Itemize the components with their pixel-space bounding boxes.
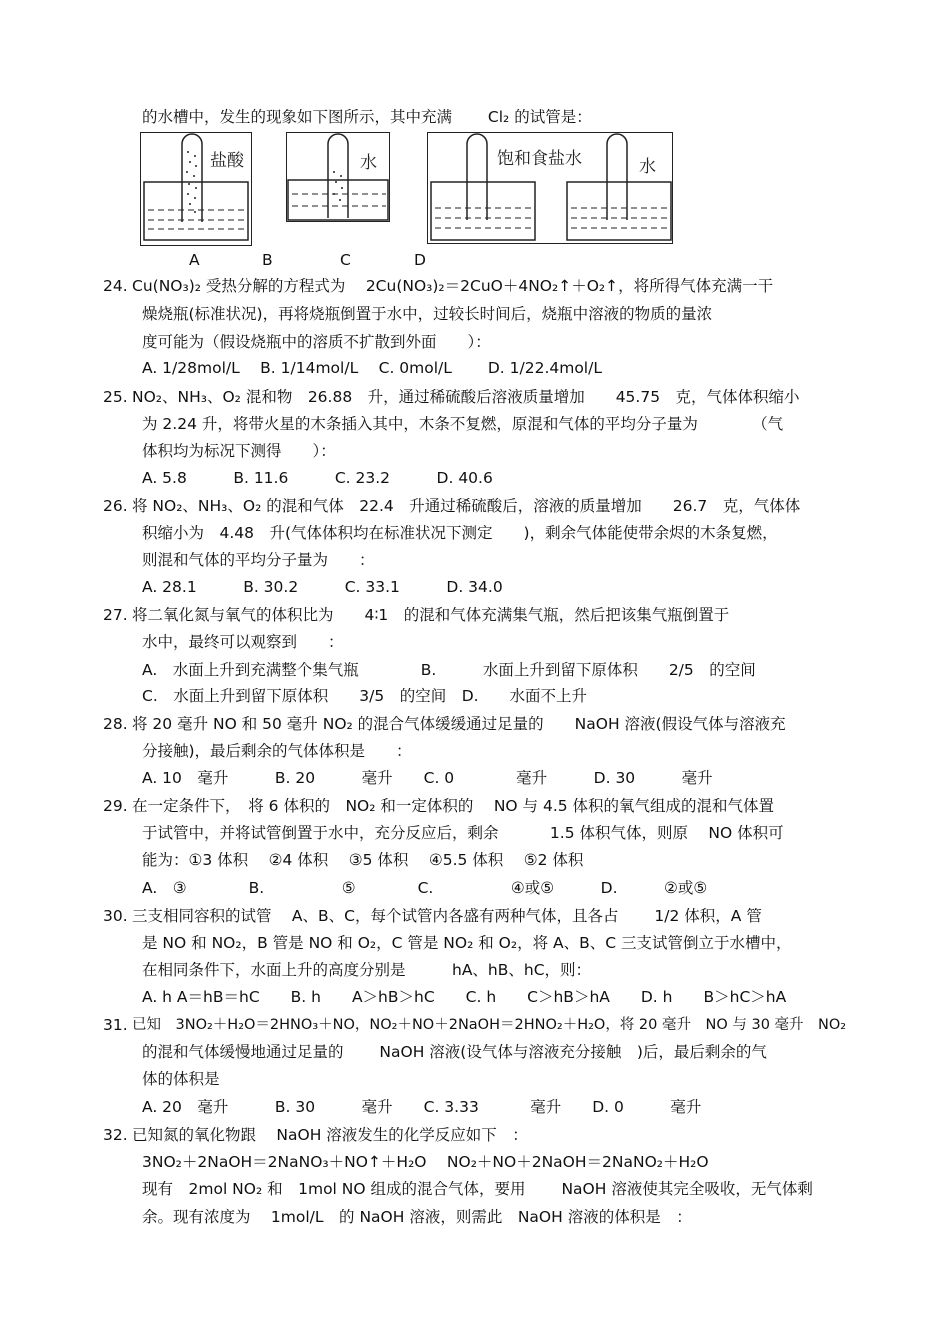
question-line: 体的体积是: [142, 1070, 220, 1088]
question-line: 为 2.24 升，将带火星的木条插入其中，木条不复燃，原混和气体的平均分子量为 （气: [142, 415, 784, 433]
question-line: A. ③ B. ⑤ C. ④或⑤ D. ②或⑤: [142, 879, 708, 897]
question-line: C. 水面上升到留下原体积 3/5 的空间 D. 水面不上升: [142, 687, 588, 705]
figure-option-a: A: [189, 251, 200, 269]
question-line: 现有 2mol NO₂ 和 1mol NO 组成的混合气体，要用 NaOH 溶液使其完全吸收，无气体剩: [142, 1180, 813, 1198]
question-number: 26.: [103, 497, 128, 515]
question-line: 度可能为（假设烧瓶中的溶质不扩散到外面 ）：: [142, 333, 491, 351]
question-line: 水中，最终可以观察到 ：: [142, 633, 344, 651]
figure-label-1: 盐酸: [210, 151, 244, 171]
question-line: A. 28.1 B. 30.2 C. 33.1 D. 34.0: [142, 578, 503, 596]
question-line: 则混和气体的平均分子量为 ：: [142, 551, 375, 569]
question-line: A. 5.8 B. 11.6 C. 23.2 D. 40.6: [142, 469, 493, 487]
figure-option-c: C: [340, 251, 351, 269]
figure-b: [286, 132, 390, 222]
question-line: 3NO₂＋2NaOH＝2NaNO₃＋NO↑＋H₂O NO₂＋NO＋2NaOH＝2NaNO₂＋H₂O: [142, 1153, 709, 1171]
question-number: 32.: [103, 1126, 128, 1144]
question-line: 积缩小为 4.48 升(气体体积均在标准状况下测定 )，剩余气体能使带余烬的木条复燃，: [142, 524, 778, 542]
question-number: 25.: [103, 388, 128, 406]
question-line: 能为：①3 体积 ②4 体积 ③5 体积 ④5.5 体积 ⑤2 体积: [142, 851, 584, 869]
question-line: 燥烧瓶(标准状况)，再将烧瓶倒置于水中，过较长时间后，烧瓶中溶液的物质的量浓: [142, 305, 713, 323]
question-line: 在相同条件下，水面上升的高度分别是 hA、hB、hC，则：: [142, 961, 592, 979]
question-number: 30.: [103, 907, 128, 925]
question-line: A. 水面上升到充满整个集气瓶 B. 水面上升到留下原体积 2/5 的空间: [142, 661, 756, 679]
question-stem: 将 20 毫升 NO 和 50 毫升 NO₂ 的混合气体缓缓通过足量的 NaOH 溶液(假设气体与溶液充: [132, 715, 786, 733]
question-line: A. 1/28mol/L B. 1/14mol/L C. 0mol/L D. 1/22.4mol/L: [142, 359, 602, 377]
question-stem: NO₂、NH₃、O₂ 混和物 26.88 升，通过稀硫酸后溶液质量增加 45.75 克，气体体积缩小: [132, 388, 800, 406]
question-line: A. 20 毫升 B. 30 毫升 C. 3.33 毫升 D. 0 毫升: [142, 1098, 702, 1116]
question-stem: Cu(NO₃)₂ 受热分解的方程式为 2Cu(NO₃)₂＝2CuO＋4NO₂↑＋O₂↑，将所得气体充满一干: [132, 277, 774, 295]
question-line: A. h A＝hB＝hC B. h A＞hB＞hC C. h C＞hB＞hA D. h B＞hC＞hA: [142, 988, 787, 1006]
question-stem: 已知 3NO₂＋H₂O＝2HNO₃＋NO，NO₂＋NO＋2NaOH＝2HNO₂＋H₂O，将 20 毫升 NO 与 30 毫升 NO₂: [132, 1017, 847, 1033]
figure-cd: [427, 132, 673, 244]
question-line: 余。现有浓度为 1mol/L 的 NaOH 溶液，则需此 NaOH 溶液的体积是 ：: [142, 1208, 692, 1226]
figure-option-b: B: [262, 251, 273, 269]
question-stem: 在一定条件下， 将 6 体积的 NO₂ 和一定体积的 NO 与 4.5 体积的氧气组成的混和气体置: [132, 797, 775, 815]
question-line: 体积均为标况下测得 ）：: [142, 442, 336, 460]
question-line: 分接触)，最后剩余的气体体积是 ：: [142, 742, 412, 760]
question-stem: 三支相同容积的试管 A、B、C，每个试管内各盛有两种气体，且各占 1/2 体积，A 管: [132, 907, 762, 925]
question-stem: 已知氮的氧化物跟 NaOH 溶液发生的化学反应如下 ：: [132, 1126, 528, 1144]
question-line: 是 NO 和 NO₂，B 管是 NO 和 O₂，C 管是 NO₂ 和 O₂，将 A、B、C 三支试管倒立于水槽中，: [142, 934, 792, 952]
figure-option-d: D: [414, 251, 426, 269]
figure-label-2: 水: [360, 153, 377, 173]
intro-text: 的水槽中，发生的现象如下图所示，其中充满 Cl₂ 的试管是：: [142, 108, 592, 126]
question-line: 的混和气体缓慢地通过足量的 NaOH 溶液(设气体与溶液充分接触 )后，最后剩余的气: [142, 1043, 767, 1061]
question-number: 28.: [103, 715, 128, 733]
figure-a: [140, 132, 252, 246]
figure-label-4: 水: [639, 157, 656, 177]
question-number: 31.: [103, 1016, 128, 1034]
figure-label-3: 饱和食盐水: [497, 149, 582, 169]
question-stem: 将二氧化氮与氧气的体积比为 4∶1 的混和气体充满集气瓶，然后把该集气瓶倒置于: [132, 606, 730, 624]
question-number: 24.: [103, 277, 128, 295]
question-number: 27.: [103, 606, 128, 624]
question-line: 于试管中，并将试管倒置于水中，充分反应后，剩余 1.5 体积气体，则原 NO 体积可: [142, 824, 784, 842]
question-line: A. 10 毫升 B. 20 毫升 C. 0 毫升 D. 30 毫升: [142, 769, 713, 787]
question-number: 29.: [103, 797, 128, 815]
question-stem: 将 NO₂、NH₃、O₂ 的混和气体 22.4 升通过稀硫酸后，溶液的质量增加 26.7 克，气体体: [132, 497, 801, 515]
